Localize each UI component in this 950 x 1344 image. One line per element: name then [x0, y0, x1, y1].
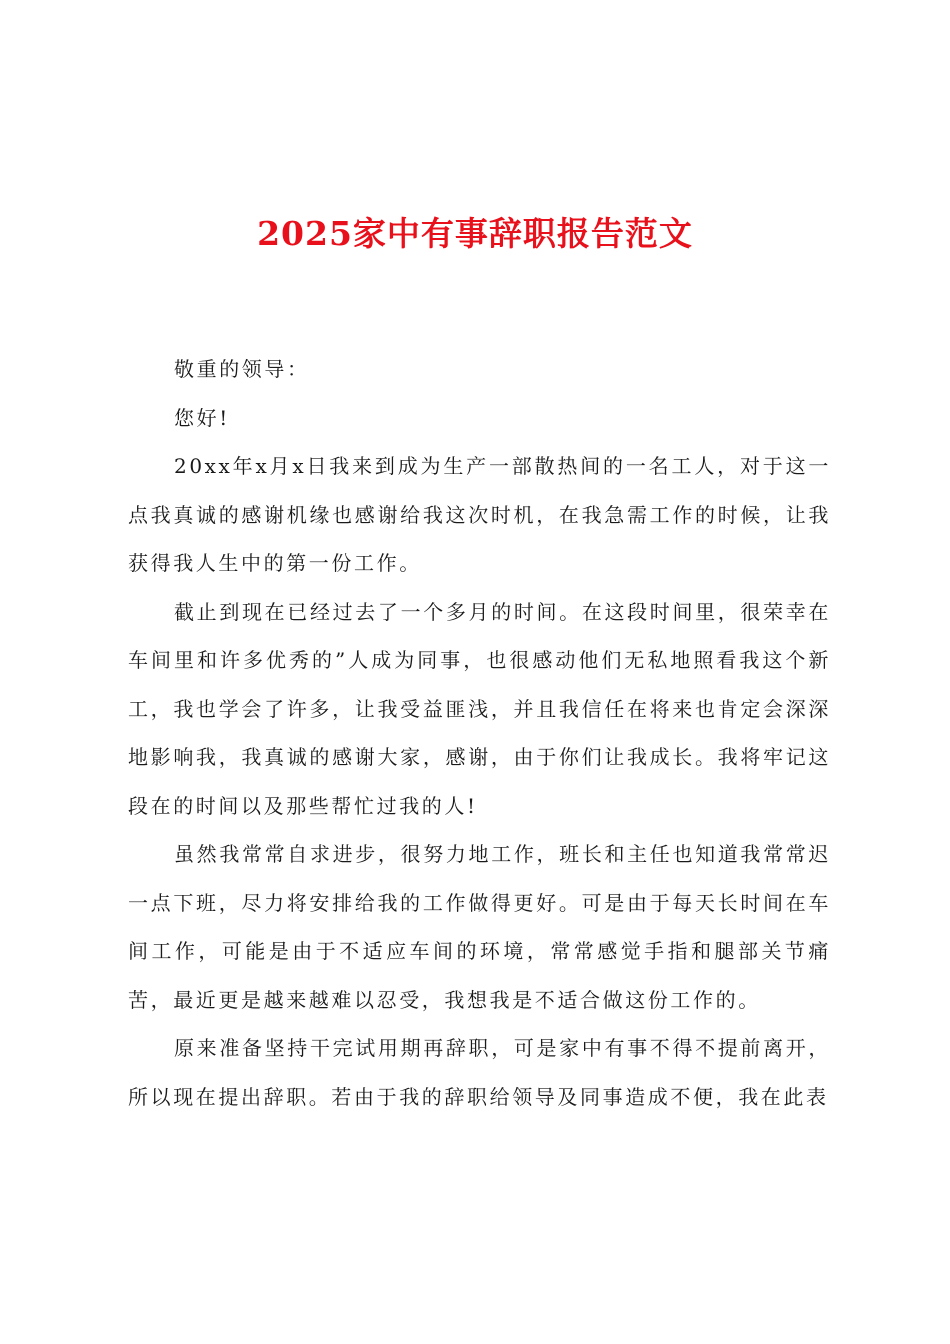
paragraph-1: 20xx年x月x日我来到成为生产一部散热间的一名工人，对于这一点我真诚的感谢机缘也感谢给我这次时机，在我急需工作的时候，让我获得我人生中的第一份工作。 — [128, 454, 831, 575]
document-body — [128, 345, 831, 1121]
paragraph-3: 虽然我常常自求进步，很努力地工作，班长和主任也知道我常常迟一点下班，尽力将安排给我的工作做得更好。可是由于每天长时间在车间工作，可能是由于不适应车间的环境，常常感觉手指和腿部关节痛苦，最近更是越来越难以忍受，我想我是不适合做这份工作的。 — [128, 842, 831, 1012]
greeting: 您好! — [174, 405, 230, 430]
paragraph-2: 截止到现在已经过去了一个多月的时间。在这段时间里，很荣幸在车间里和许多优秀的”人成为同事，也很感动他们无私地照看我这个新工，我也学会了许多，让我受益匪浅，并且我信任在将来也肯定会深深地影响我，我真诚的感谢大家，感谢，由于你们让我成长。我将牢记这段在的时间以及那些帮忙过我的人! — [128, 599, 831, 818]
salutation: 敬重的领导： — [174, 357, 310, 381]
document-title: 2025家中有事辞职报告范文 — [257, 214, 693, 253]
paragraph-4: 原来准备坚持干完试用期再辞职，可是家中有事不得不提前离开，所以现在提出辞职。若由于我的辞职给领导及同事造成不便，我在此表 — [128, 1036, 831, 1109]
